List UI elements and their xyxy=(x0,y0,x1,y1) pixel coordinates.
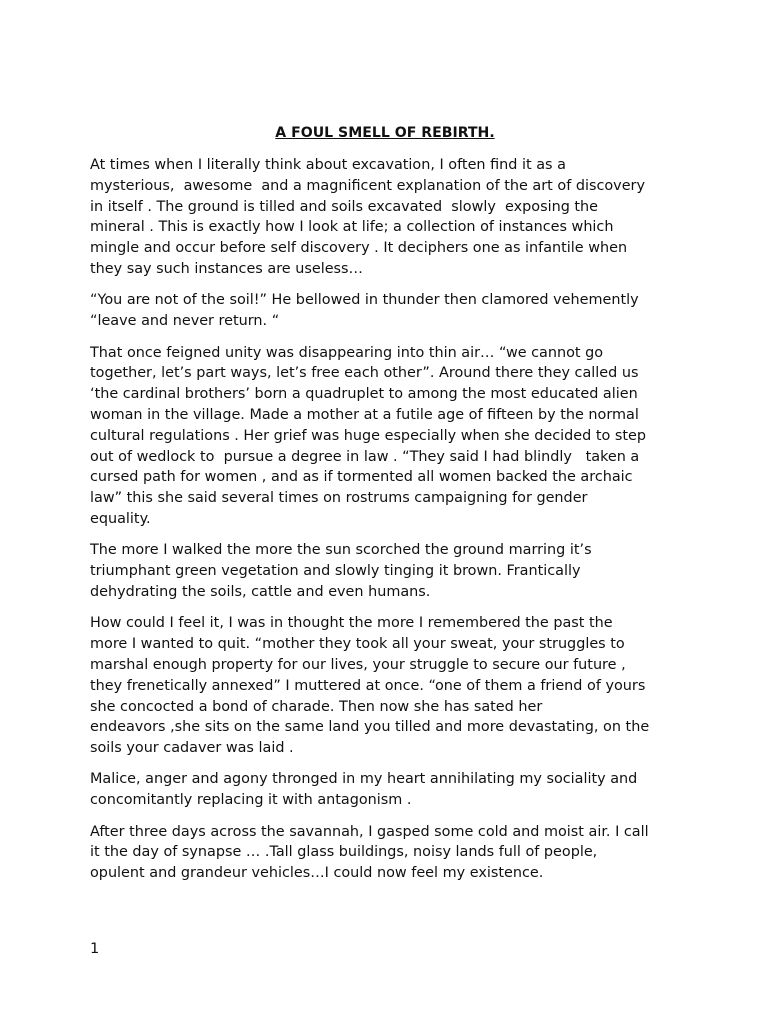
paragraph xyxy=(90,613,680,759)
paragraph-line: they say such instances are useless… xyxy=(90,260,363,277)
paragraph-line: she concocted a bond of charade. Then now she has sated her xyxy=(90,698,543,715)
paragraph-line: triumphant green vegetation and slowly tinging it brown. Frantically xyxy=(90,563,581,580)
paragraph-line: marshal enough property for our lives, your struggle to secure our future , xyxy=(90,656,626,673)
paragraph-line: Malice, anger and agony thronged in my heart annihilating my sociality and xyxy=(90,771,638,788)
paragraph-line: mineral . This is exactly how I look at life; a collection of instances which xyxy=(90,219,614,236)
paragraph-list xyxy=(90,155,680,884)
paragraph-line: more I wanted to quit. “mother they took all your sweat, your struggles to xyxy=(90,636,625,653)
page-number: 1 xyxy=(90,941,100,957)
paragraph-line: At times when I literally think about excavation, I often find it as a xyxy=(90,157,566,173)
paragraph-line: woman in the village. Made a mother at a futile age of fifteen by the normal xyxy=(90,406,639,423)
paragraph-line: mingle and occur before self discovery . It deciphers one as infantile when xyxy=(90,240,628,257)
paragraph-line: “You are not of the soil!” He bellowed in thunder then clamored vehemently xyxy=(90,292,639,309)
paragraph-line: concomitantly replacing it with antagonism . xyxy=(90,792,412,809)
paragraph xyxy=(90,540,680,602)
document-body xyxy=(90,124,680,895)
paragraph xyxy=(90,155,680,280)
paragraph-line: How could I feel it, I was in thought the more I remembered the past the xyxy=(90,615,613,632)
paragraph-line: it the day of synapse … .Tall glass buildings, noisy lands full of people, xyxy=(90,844,598,861)
paragraph-line: in itself . The ground is tilled and soils excavated slowly exposing the xyxy=(90,198,599,215)
paragraph-line: opulent and grandeur vehicles…I could now feel my existence. xyxy=(90,865,544,882)
paragraph-line: cursed path for women , and as if tormented all women backed the archaic xyxy=(90,469,633,486)
paragraph-line: “leave and never return. “ xyxy=(90,313,280,330)
paragraph xyxy=(90,290,680,332)
paragraph-line: law” this she said several times on rostrums campaigning for gender xyxy=(90,490,588,507)
paragraph-line: dehydrating the soils, cattle and even humans. xyxy=(90,583,431,600)
paragraph xyxy=(90,769,680,811)
paragraph-line: soils your cadaver was laid . xyxy=(90,740,294,757)
paragraph-line: endeavors ,she sits on the same land you tilled and more devastating, on the xyxy=(90,719,650,736)
paragraph-line: That once feigned unity was disappearing into thin air… “we cannot go xyxy=(90,344,604,361)
paragraph-line: The more I walked the more the sun scorched the ground marring it’s xyxy=(90,542,592,559)
paragraph-line: equality. xyxy=(90,510,151,527)
paragraph-line: out of wedlock to pursue a degree in law . “They said I had blindly taken a xyxy=(90,448,640,465)
paragraph-line: cultural regulations . Her grief was huge especially when she decided to step xyxy=(90,427,646,444)
paragraph-line: together, let’s part ways, let’s free each other”. Around there they called us xyxy=(90,365,639,382)
document-title: A FOUL SMELL OF REBIRTH. xyxy=(275,125,495,141)
paragraph xyxy=(90,822,680,884)
paragraph-line: After three days across the savannah, I gasped some cold and moist air. I call xyxy=(90,823,649,840)
paragraph-line: they frenetically annexed” I muttered at once. “one of them a friend of yours xyxy=(90,677,646,694)
paragraph-line: mysterious, awesome and a magnificent explanation of the art of discovery xyxy=(90,177,645,194)
paragraph-line: ‘the cardinal brothers’ born a quadruplet to among the most educated alien xyxy=(90,386,638,403)
paragraph xyxy=(90,343,680,530)
